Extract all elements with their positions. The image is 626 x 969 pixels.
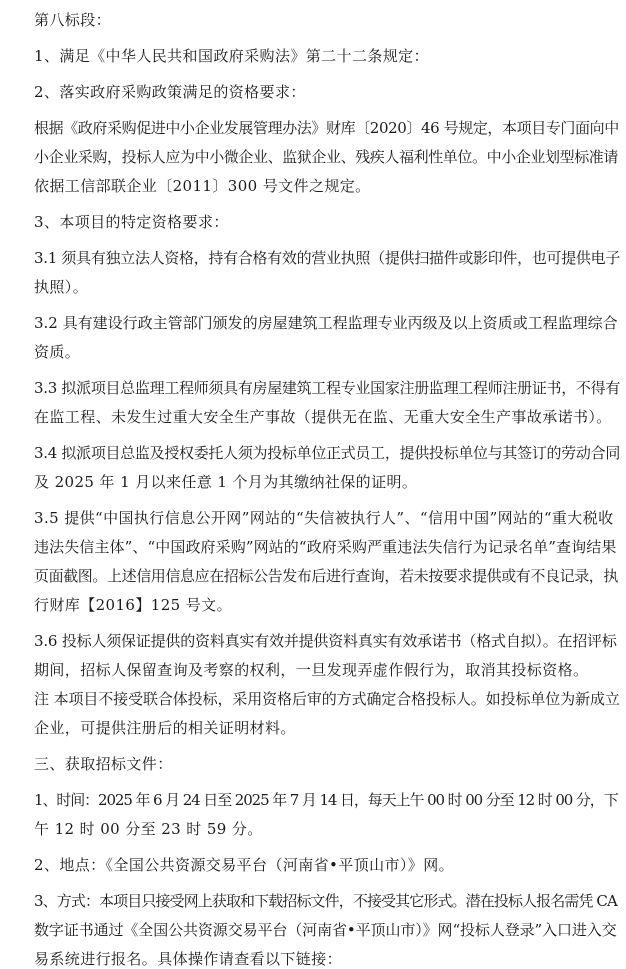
paragraph-line: 期间，招标人保留查询及考察的权利，一旦发现弄虚作假行为，取消其投标资格。: [34, 661, 589, 679]
paragraph-line: 页面截图。上述信用信息应在招标公告发布后进行查询，若未按要求提供或有不良记录，执: [34, 567, 619, 585]
paragraph-line: 小企业采购，投标人应为中小微企业、监狱企业、残疾人福利性单位。中小企业划型标准请: [34, 148, 619, 166]
requirement-3: 3、本项目的特定资格要求：: [34, 213, 229, 231]
clause-3-3: 3.3 拟派项目总监理工程师须具有房屋建筑工程专业国家注册监理工程师注册证书，不得有: [34, 379, 621, 397]
clause-3-5: 3.5 提供“中国执行信息公开网”网站的“失信被执行人”、“信用中国”网站的“重大税收: [34, 509, 614, 527]
paragraph-line: 行财库【2016】125 号文。: [34, 596, 232, 614]
paragraph-line: 易系统进行报名。具体操作请查看以下链接：: [34, 950, 343, 968]
paragraph-line: 执照）。: [34, 278, 89, 296]
paragraph-line: 违法失信主体”、“中国政府采购”网站的“政府采购严重违法失信行为记录名单”查询结果: [34, 538, 617, 556]
requirement-2: 2、落实政府采购政策满足的资格要求：: [34, 83, 306, 101]
clause-3-2: 3.2 具有建设行政主管部门颁发的房屋建筑工程监理专业丙级及以上资质或工程监理综合: [34, 314, 618, 332]
paragraph-line: 企业，可提供注册后的相关证明材料。: [34, 719, 296, 737]
requirement-1: 1、满足《中华人民共和国政府采购法》第二十二条规定：: [34, 47, 429, 65]
clause-3-4: 3.4 拟派项目总监及授权委托人须为投标单位正式员工，提供投标单位与其签订的劳动合同: [34, 444, 621, 462]
section-heading-obtain-docs: 三、获取招标文件：: [34, 755, 173, 773]
paragraph-line: 依据工信部联企业〔2011〕300 号文件之规定。: [34, 177, 371, 195]
paragraph-line: 根据《政府采购促进中小企业发展管理办法》财库〔2020〕46 号规定，本项目专门面向中: [34, 119, 619, 137]
paragraph-line: 在监工程、未发生过重大安全生产事故（提供无在监、无重大安全生产事故承诺书）。: [34, 408, 612, 426]
paragraph-line: 及 2025 年 1 月以来任意 1 个月为其缴纳社保的证明。: [34, 473, 418, 491]
clause-3-6: 3.6 投标人须保证提供的资料真实有效并提供资料真实有效承诺书（格式自拟）。在招评标: [34, 632, 617, 650]
obtain-time: 1、时间：2025 年 6 月 24 日至 2025 年 7 月 14 日，每天上午 00 时 00 分至 12 时 00 分，下: [34, 791, 618, 809]
paragraph-line: 资质。: [34, 343, 81, 361]
obtain-location: 2、地点：《全国公共资源交易平台（河南省•平顶山市）》网。: [34, 856, 454, 874]
clause-3-1: 3.1 须具有独立法人资格，持有合格有效的营业执照（提供扫描件或影印件，也可提供电子: [34, 249, 621, 267]
paragraph-line: 午 12 时 00 分至 23 时 59 分。: [34, 820, 263, 838]
section-heading-lot-8: 第八标段：: [34, 11, 112, 29]
obtain-method: 3、方式：本项目只接受网上获取和下载招标文件，不接受其它形式。潜在投标人报名需凭 CA: [34, 892, 617, 910]
paragraph-line: 数字证书通过《全国公共资源交易平台（河南省•平顶山市）》网“投标人登录”入口进入交: [34, 921, 617, 939]
note-line: 注 本项目不接受联合体投标，采用资格后审的方式确定合格投标人。如投标单位为新成立: [34, 690, 620, 708]
